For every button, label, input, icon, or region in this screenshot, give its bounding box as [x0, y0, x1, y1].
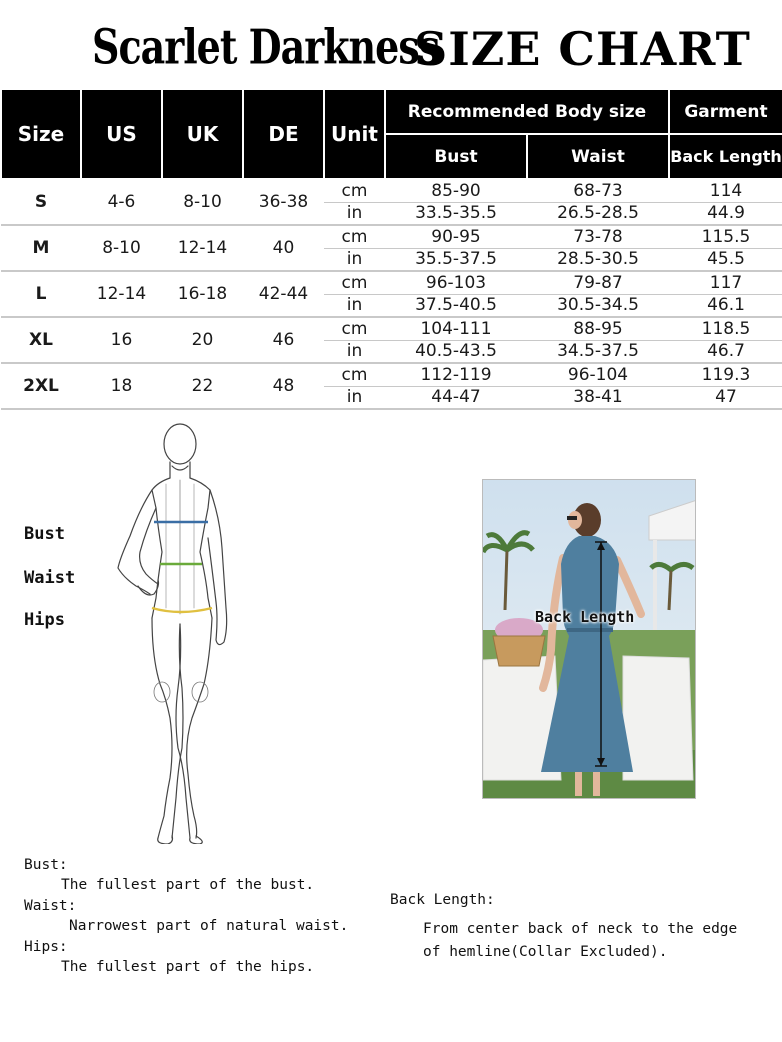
header-body-size: Recommended Body size: [385, 89, 669, 134]
table-row: [1, 317, 782, 340]
bust-value: 35.5-37.5: [385, 248, 527, 271]
back-length-value: 46.7: [669, 340, 782, 363]
measurement-figures: [0, 412, 782, 842]
header: [0, 0, 782, 88]
uk-size: 20: [162, 317, 243, 363]
bust-value: 33.5-35.5: [385, 202, 527, 225]
waist-value: 38-41: [527, 386, 669, 409]
bust-value: 44-47: [385, 386, 527, 409]
us-size: 4-6: [81, 179, 162, 225]
bust-value: 96-103: [385, 271, 527, 294]
us-size: 12-14: [81, 271, 162, 317]
de-size: 46: [243, 317, 324, 363]
bust-value: 90-95: [385, 225, 527, 248]
unit-label: cm: [324, 179, 385, 202]
hips-definition: The fullest part of the hips.: [61, 959, 315, 975]
uk-size: 16-18: [162, 271, 243, 317]
waist-value: 28.5-30.5: [527, 248, 669, 271]
back-length-term: Back Length:: [390, 892, 495, 908]
waist-label: Waist: [24, 568, 76, 588]
unit-label: in: [324, 248, 385, 271]
header-bust: Bust: [385, 134, 527, 179]
us-size: 8-10: [81, 225, 162, 271]
table-row: [1, 179, 782, 202]
back-length-value: 46.1: [669, 294, 782, 317]
unit-label: cm: [324, 271, 385, 294]
brand-logo: Scarlet Darkness: [92, 18, 440, 75]
waist-value: 96-104: [527, 363, 669, 386]
header-size: Size: [1, 89, 81, 179]
table-row: [1, 225, 782, 248]
de-size: 42-44: [243, 271, 324, 317]
unit-label: cm: [324, 225, 385, 248]
header-unit: Unit: [324, 89, 385, 179]
bust-value: 40.5-43.5: [385, 340, 527, 363]
bust-label: Bust: [24, 524, 65, 544]
waist-value: 26.5-28.5: [527, 202, 669, 225]
back-length-value: 119.3: [669, 363, 782, 386]
unit-label: in: [324, 202, 385, 225]
unit-label: cm: [324, 317, 385, 340]
uk-size: 22: [162, 363, 243, 409]
waist-value: 79-87: [527, 271, 669, 294]
model-photo-illustration: [483, 480, 696, 799]
hips-term: Hips:: [24, 939, 68, 955]
mannequin-figure: [100, 418, 240, 844]
header-back-length: Back Length: [669, 134, 782, 179]
size-label: L: [1, 271, 81, 317]
back-length-value: 118.5: [669, 317, 782, 340]
size-label: 2XL: [1, 363, 81, 409]
us-size: 16: [81, 317, 162, 363]
de-size: 36-38: [243, 179, 324, 225]
back-length-value: 115.5: [669, 225, 782, 248]
bust-value: 104-111: [385, 317, 527, 340]
measurement-definitions: [24, 855, 384, 978]
waist-definition: Narrowest part of natural waist.: [69, 918, 349, 934]
bust-definition: The fullest part of the bust.: [61, 877, 315, 893]
back-length-label: Back Length: [535, 608, 635, 626]
back-length-definition-line-1: From center back of neck to the edge: [423, 921, 738, 937]
size-label: M: [1, 225, 81, 271]
uk-size: 12-14: [162, 225, 243, 271]
waist-value: 30.5-34.5: [527, 294, 669, 317]
table-row: [1, 271, 782, 294]
mannequin-head: [164, 424, 196, 464]
us-size: 18: [81, 363, 162, 409]
table-row: [1, 363, 782, 386]
unit-label: cm: [324, 363, 385, 386]
size-label: S: [1, 179, 81, 225]
bust-value: 37.5-40.5: [385, 294, 527, 317]
back-length-definition-line-2: of hemline(Collar Excluded).: [423, 944, 668, 960]
back-length-value: 47: [669, 386, 782, 409]
bust-term: Bust:: [24, 857, 68, 873]
header-us: US: [81, 89, 162, 179]
unit-label: in: [324, 294, 385, 317]
unit-label: in: [324, 340, 385, 363]
page-title: SIZE CHART: [414, 22, 751, 76]
header-garment: Garment: [669, 89, 782, 134]
size-table: [0, 88, 782, 410]
size-label: XL: [1, 317, 81, 363]
unit-label: in: [324, 386, 385, 409]
header-waist: Waist: [527, 134, 669, 179]
table-body: [1, 179, 782, 409]
hips-label: Hips: [24, 610, 65, 630]
header-de: DE: [243, 89, 324, 179]
waist-value: 73-78: [527, 225, 669, 248]
uk-size: 8-10: [162, 179, 243, 225]
waist-term: Waist:: [24, 898, 77, 914]
de-size: 40: [243, 225, 324, 271]
back-length-value: 117: [669, 271, 782, 294]
back-length-definition-block: [390, 890, 770, 964]
model-photo: [482, 479, 696, 799]
waist-value: 68-73: [527, 179, 669, 202]
back-length-value: 45.5: [669, 248, 782, 271]
waist-value: 88-95: [527, 317, 669, 340]
bust-value: 112-119: [385, 363, 527, 386]
de-size: 48: [243, 363, 324, 409]
table-header-row: [1, 89, 782, 134]
back-length-value: 44.9: [669, 202, 782, 225]
header-uk: UK: [162, 89, 243, 179]
back-length-value: 114: [669, 179, 782, 202]
bust-value: 85-90: [385, 179, 527, 202]
hips-line: [152, 608, 212, 612]
waist-value: 34.5-37.5: [527, 340, 669, 363]
